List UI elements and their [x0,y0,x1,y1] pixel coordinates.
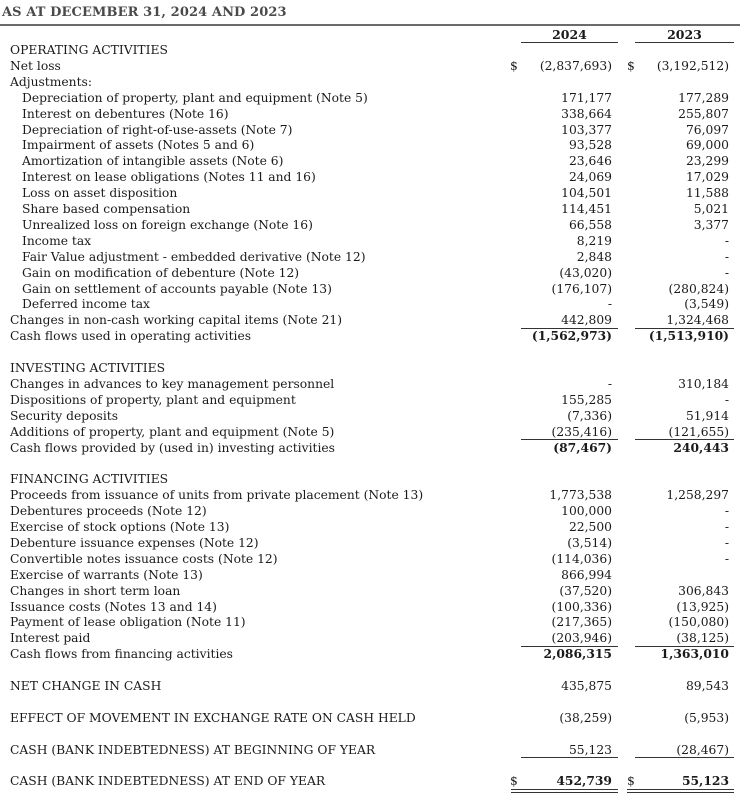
value-2024: (38,259) [559,710,612,725]
row-label: INVESTING ACTIVITIES [10,361,165,375]
table-row [0,312,740,328]
row-label: CASH (BANK INDEBTEDNESS) AT BEGINNING OF YEAR [10,742,376,757]
value-2024: (1,562,973) [531,328,612,344]
value-2023: - [724,233,729,248]
table-row [0,551,740,567]
currency-symbol-2023: $ [627,774,635,789]
table-row [0,646,740,662]
row-label: Security deposits [10,408,119,423]
value-2023: 306,843 [678,583,729,598]
row-label: Convertible notes issuance costs (Note 12) [10,551,278,566]
table-row [0,392,740,408]
value-2023: - [724,504,729,519]
value-2024: 114,451 [561,202,612,216]
value-2023: 5,021 [693,202,729,216]
value-2024: 55,123 [568,742,612,757]
value-2023: 69,000 [685,138,729,153]
spacer-row [0,662,740,678]
table-row [0,265,740,281]
table-row [0,630,740,646]
table-row [0,678,740,694]
table-row [0,360,740,376]
value-2023: 51,914 [685,408,729,423]
table-row [0,487,740,503]
value-2023: (28,467) [676,742,729,757]
spacer-row [0,726,740,742]
value-2024: (7,336) [567,408,612,423]
row-label: Income tax [22,233,92,248]
value-2024: 93,528 [568,138,612,153]
row-label: Dispositions of property, plant and equipment [10,392,296,407]
total-double-rule [627,789,734,793]
row-label: Exercise of warrants (Note 13) [10,567,203,582]
row-label: Interest on debentures (Note 16) [22,106,229,121]
value-2023: 89,543 [685,679,729,693]
heading-rule [0,24,740,26]
value-2024: 171,177 [561,90,612,105]
value-2023: (3,192,512) [656,58,729,73]
row-label: Proceeds from issuance of units from private placement (Note 13) [10,488,424,503]
row-label: Debenture issuance expenses (Note 12) [10,535,259,550]
value-2024: 8,219 [576,233,612,248]
value-2023: 240,443 [673,439,729,455]
table-row [0,74,740,90]
value-2024: (87,467) [553,439,612,455]
value-2024: 155,285 [561,392,612,407]
column-header-2023: 2023 [635,27,734,43]
value-2024: 442,809 [561,313,612,328]
value-2024: (176,107) [551,281,612,296]
row-label: FINANCING ACTIVITIES [10,472,169,487]
row-label: Adjustments: [10,74,92,89]
value-2024: (203,946) [551,631,612,646]
statement-heading: AS AT DECEMBER 31, 2024 AND 2023 [2,5,287,20]
row-label: Fair Value adjustment - embedded derivative (Note 12) [22,249,366,264]
value-2023: 255,807 [678,106,729,121]
row-label: Interest paid [10,631,91,646]
table-row [0,58,740,74]
value-2024: 2,086,315 [543,646,612,662]
spacer-row [0,758,740,774]
value-2023: 17,029 [685,170,729,185]
row-label: Unrealized loss on foreign exchange (Note 16) [22,217,313,232]
table-row [0,249,740,265]
value-2023: - [724,551,729,566]
value-2024: 24,069 [568,170,612,185]
row-label: Loss on asset disposition [22,186,178,201]
table-row [0,535,740,551]
value-2024: 103,377 [561,122,612,137]
table-row [0,42,740,58]
value-2024: 104,501 [561,186,612,201]
value-2023: 1,363,010 [660,646,729,662]
table-row [0,122,740,138]
table-row [0,424,740,440]
value-2024: (43,020) [559,265,612,280]
value-2024: 66,558 [568,217,612,232]
table-row [0,217,740,233]
row-label: Gain on settlement of accounts payable (Note 13) [22,281,332,296]
table-row [0,408,740,424]
value-2023: 3,377 [693,217,729,232]
total-double-rule [511,789,618,793]
spacer-row [0,455,740,471]
row-label: CASH (BANK INDEBTEDNESS) AT END OF YEAR [10,774,326,789]
spacer-row [0,344,740,360]
table-row [0,296,740,312]
table-row [0,106,740,122]
value-2024: (3,514) [567,535,612,550]
currency-symbol-2024: $ [510,58,518,73]
value-2024: (235,416) [551,424,612,439]
table-row [0,185,740,201]
row-label: Debentures proceeds (Note 12) [10,504,207,519]
row-label: Interest on lease obligations (Notes 11 and 16) [22,170,316,185]
row-label: Cash flows provided by (used in) investing activities [10,440,335,455]
table-row [0,90,740,106]
row-label: EFFECT OF MOVEMENT IN EXCHANGE RATE ON CASH HELD [10,710,416,725]
value-2023: 1,324,468 [666,313,729,328]
table-row [0,376,740,392]
spacer-row [0,694,740,710]
table-row [0,153,740,169]
value-2024: (37,520) [559,583,612,598]
value-2023: (3,549) [684,297,729,312]
table-row [0,281,740,297]
value-2023: 23,299 [685,154,729,169]
currency-symbol-2023: $ [627,58,635,73]
row-label: OPERATING ACTIVITIES [10,43,168,57]
row-label: Gain on modification of debenture (Note 12) [22,265,300,280]
value-2023: (13,925) [676,599,729,614]
row-label: Changes in non-cash working capital items (Note 21) [10,313,343,328]
value-2023: 55,123 [681,773,729,789]
value-2024: 866,994 [561,567,612,582]
row-label: Share based compensation [22,202,191,216]
value-2024: 435,875 [561,679,612,693]
row-label: Additions of property, plant and equipment (Note 5) [10,424,335,439]
table-row [0,773,740,789]
value-2024: 1,773,538 [549,488,612,503]
table-row [0,169,740,185]
value-2024: (114,036) [551,551,612,566]
value-2024: 452,739 [556,773,612,789]
currency-symbol-2024: $ [510,774,518,789]
table-row [0,583,740,599]
row-label: Deferred income tax [22,297,150,312]
value-2024: 22,500 [568,520,612,534]
value-2023: - [724,520,729,534]
table-row [0,503,740,519]
row-label: Cash flows from financing activities [10,647,233,662]
table-row [0,599,740,615]
value-2023: - [724,392,729,407]
value-2024: - [607,297,612,312]
table-row [0,471,740,487]
value-2023: (1,513,910) [648,328,729,344]
row-label: Changes in short term loan [10,583,181,598]
value-2024: 2,848 [576,249,612,264]
row-label: Payment of lease obligation (Note 11) [10,615,246,630]
table-row [0,710,740,726]
table-row [0,440,740,456]
value-2023: 76,097 [685,122,729,137]
value-2024: (217,365) [551,615,612,630]
row-label: Depreciation of property, plant and equipment (Note 5) [22,90,368,105]
table-row [0,742,740,758]
row-label: NET CHANGE IN CASH [10,679,162,693]
value-2023: 177,289 [678,90,729,105]
value-2023: (121,655) [668,424,729,439]
row-label: Impairment of assets (Notes 5 and 6) [22,138,255,153]
table-row [0,614,740,630]
value-2023: - [724,535,729,550]
value-2023: (38,125) [676,631,729,646]
row-label: Exercise of stock options (Note 13) [10,520,230,534]
table-row [0,233,740,249]
row-label: Issuance costs (Notes 13 and 14) [10,599,217,614]
row-label: Cash flows used in operating activities [10,329,252,344]
value-2023: 11,588 [685,186,729,201]
row-label: Amortization of intangible assets (Note 6) [22,154,284,169]
value-2023: (5,953) [684,710,729,725]
value-2023: 310,184 [678,376,729,391]
value-2023: - [724,265,729,280]
value-2023: (150,080) [668,615,729,630]
row-label: Depreciation of right-of-use-assets (Note 7) [22,122,293,137]
value-2024: 100,000 [561,504,612,519]
value-2024: (2,837,693) [539,58,612,73]
value-2024: 23,646 [568,154,612,169]
table-row [0,328,740,344]
row-label: Changes in advances to key management personnel [10,376,335,391]
table-row [0,519,740,535]
value-2024: - [607,376,612,391]
table-row [0,201,740,217]
column-header-2024: 2024 [521,27,618,43]
value-2023: 1,258,297 [666,488,729,503]
value-2024: (100,336) [551,599,612,614]
value-2023: - [724,249,729,264]
value-2023: (280,824) [668,281,729,296]
row-label: Net loss [10,58,61,73]
table-row [0,567,740,583]
table-row [0,137,740,153]
value-2024: 338,664 [561,106,612,121]
